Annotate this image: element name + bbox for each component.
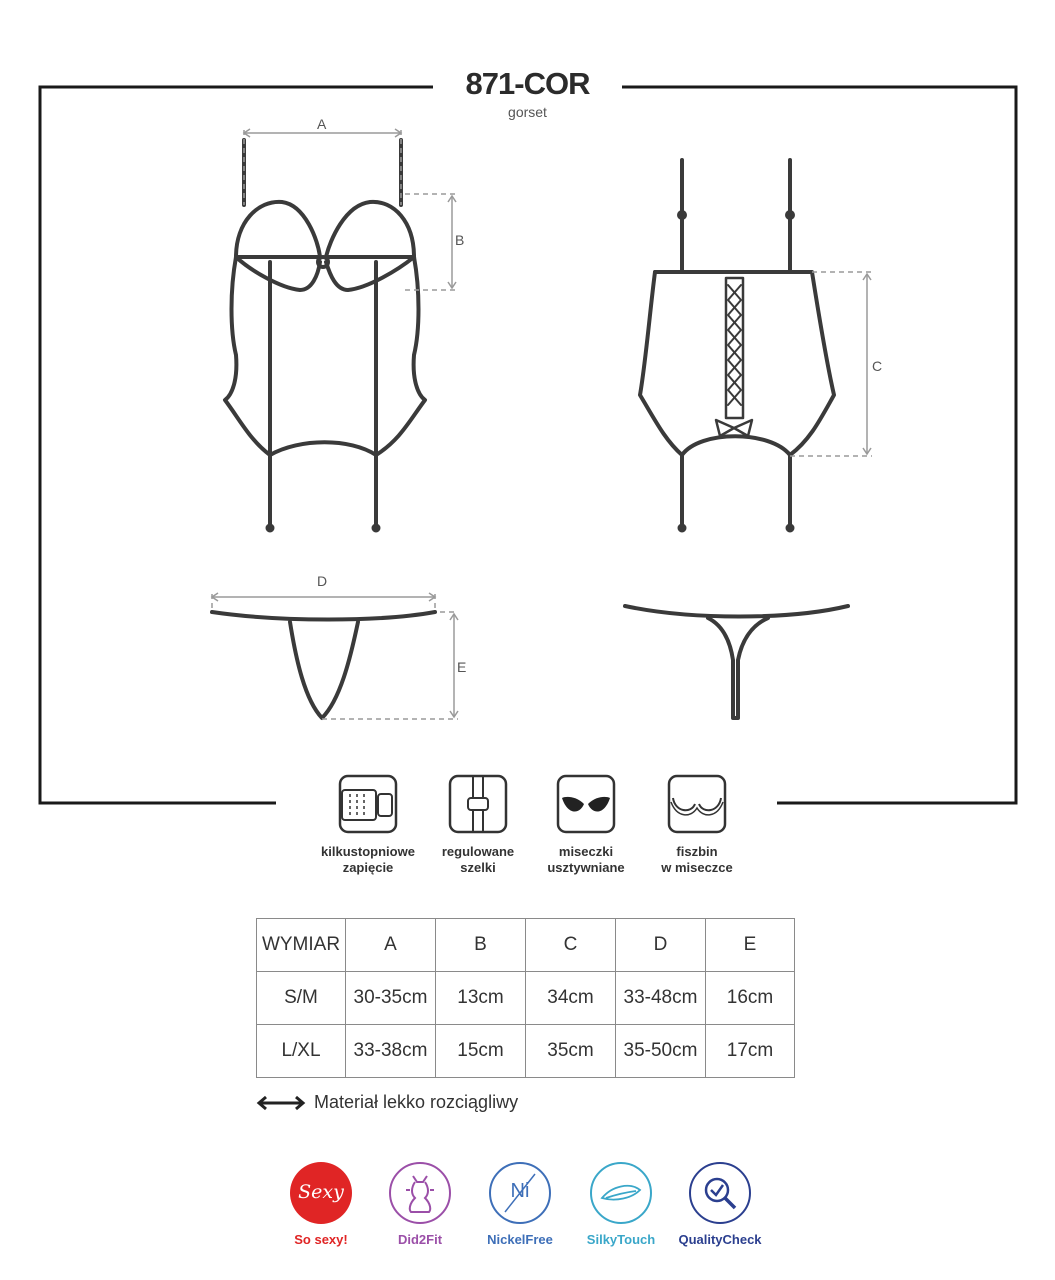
size-table <box>256 918 795 1078</box>
padded-cups-icon <box>556 774 616 834</box>
table-cell: 35cm <box>526 1025 616 1078</box>
sexy-icon-text: Sexy <box>298 1181 344 1203</box>
stretch-note <box>256 1092 518 1113</box>
table-cell: 35-50cm <box>616 1025 706 1078</box>
table-header-cell: D <box>616 919 706 972</box>
table-header-cell: A <box>346 919 436 972</box>
table-cell: 13cm <box>436 972 526 1025</box>
badge-label: So sexy! <box>294 1232 348 1247</box>
product-code: 871-COR <box>465 66 590 101</box>
table-header-cell: E <box>706 919 795 972</box>
feature-line2: usztywniane <box>547 860 625 875</box>
dimension-label-d: D <box>317 573 328 589</box>
table-cell: 15cm <box>436 1025 526 1078</box>
badge-label: Did2Fit <box>397 1232 443 1247</box>
table-cell: 16cm <box>706 972 795 1025</box>
product-type: gorset <box>508 104 547 120</box>
feature-underwire <box>632 774 762 876</box>
table-row <box>257 972 795 1025</box>
table-cell: S/M <box>257 972 346 1025</box>
feature-line2: szelki <box>460 860 496 875</box>
magnifier-check-icon <box>689 1162 751 1224</box>
corset-back-drawing <box>640 160 834 531</box>
corset-front-drawing <box>225 140 425 531</box>
thong-back-drawing <box>625 606 848 718</box>
sexy-icon <box>290 1162 352 1224</box>
table-cell: 30-35cm <box>346 972 436 1025</box>
table-cell: L/XL <box>257 1025 346 1078</box>
underwire-icon <box>667 774 727 834</box>
double-arrow-icon <box>256 1095 306 1111</box>
table-cell: 34cm <box>526 972 616 1025</box>
dress-icon <box>389 1162 451 1224</box>
feature-line1: kilkustopniowe <box>321 844 415 859</box>
table-cell: 33-38cm <box>346 1025 436 1078</box>
thong-front-drawing <box>212 612 435 718</box>
adjustable-strap-icon <box>448 774 508 834</box>
table-row <box>257 1025 795 1078</box>
dimension-lines <box>212 130 872 719</box>
badge-label: NickelFree <box>487 1232 553 1247</box>
table-cell: 33-48cm <box>616 972 706 1025</box>
nickel-free-icon <box>489 1162 551 1224</box>
badge-did2fit <box>370 1162 470 1247</box>
table-cell: 17cm <box>706 1025 795 1078</box>
hook-closure-icon <box>338 774 398 834</box>
dimension-label-c: C <box>872 358 883 374</box>
feature-line2: zapięcie <box>342 860 394 875</box>
dimension-label-a: A <box>317 116 327 132</box>
feature-line1: regulowane <box>441 844 515 859</box>
dimension-arrows <box>212 129 871 717</box>
frame <box>40 87 1016 803</box>
badge-nickel-free <box>470 1162 570 1247</box>
stretch-note-text: Materiał lekko rozciągliwy <box>314 1092 519 1112</box>
badge-label: SilkyTouch <box>586 1232 656 1247</box>
table-header-cell: WYMIAR <box>257 919 346 972</box>
feather-icon <box>590 1162 652 1224</box>
dimension-label-b: B <box>455 232 465 248</box>
feature-line2: w miseczce <box>661 860 733 875</box>
table-header-cell: C <box>526 919 616 972</box>
feature-line1: fiszbin <box>676 844 718 859</box>
dimension-label-e: E <box>457 659 467 675</box>
badge-label: QualityCheck <box>678 1232 762 1247</box>
nickel-icon-text: Ni <box>510 1180 530 1202</box>
feature-line1: miseczki <box>558 844 614 859</box>
badge-silky-touch <box>571 1162 671 1247</box>
table-header-cell: B <box>436 919 526 972</box>
table-header-row <box>257 919 795 972</box>
badge-quality-check <box>670 1162 770 1247</box>
badge-so-sexy <box>271 1162 371 1247</box>
